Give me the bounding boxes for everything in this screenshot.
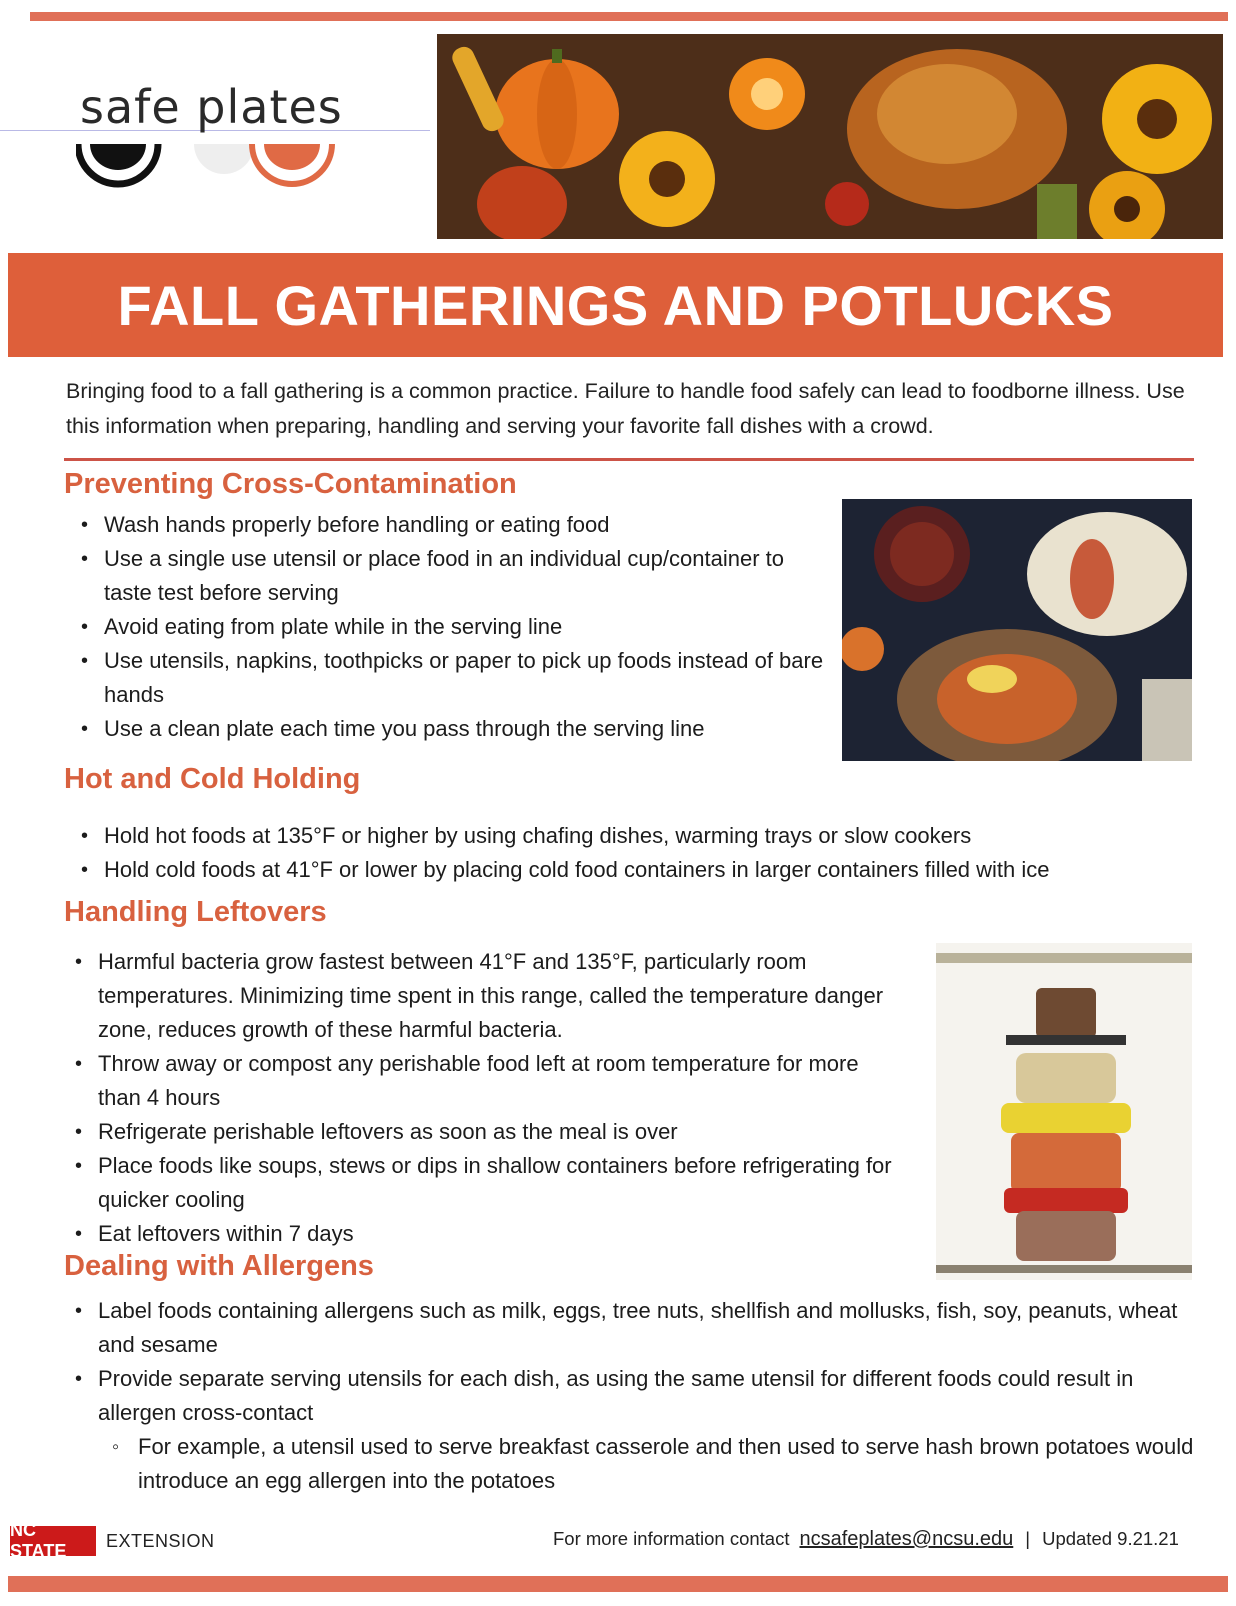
list-item: • Avoid eating from plate while in the serving line	[64, 610, 824, 644]
stacked-containers-photo	[936, 943, 1192, 1280]
top-accent-bar	[30, 12, 1228, 21]
list-item: • Use utensils, napkins, toothpicks or paper to pick up foods instead of bare hands	[64, 644, 824, 712]
list-item: • Wash hands properly before handling or eating food	[64, 508, 824, 542]
intro-paragraph: Bringing food to a fall gathering is a common practice. Failure to handle food safely can lead to foodborne illness. Use this information when preparing, handling and serving your favorite fall dishes with a crowd.	[66, 379, 1185, 438]
nc-state-logo: NC STATE	[10, 1526, 96, 1556]
list-item: • Throw away or compost any perishable food left at room temperature for more than 4 hours	[58, 1047, 898, 1115]
footer-separator: |	[1025, 1528, 1031, 1549]
bottom-accent-bar	[8, 1576, 1228, 1592]
footer-contact	[553, 1528, 1179, 1551]
contact-label: For more information contact	[553, 1528, 790, 1549]
page-title: FALL GATHERINGS AND POTLUCKS	[117, 273, 1114, 337]
heading-cross-contamination: Preventing Cross-Contamination	[64, 468, 517, 500]
safe-plates-logo-text: safe plates	[80, 80, 343, 134]
list-item: • Use a clean plate each time you pass through the serving line	[64, 712, 824, 746]
list-cross-contamination	[64, 508, 824, 746]
heading-hot-cold-holding: Hot and Cold Holding	[64, 763, 361, 795]
list-item: • Hold hot foods at 135°F or higher by using chafing dishes, warming trays or slow cookers	[64, 819, 1214, 853]
potluck-table-photo	[842, 499, 1192, 761]
list-dealing-allergens	[58, 1294, 1208, 1498]
list-item: • Provide separate serving utensils for each dish, as using the same utensil for different foods could result in allergen cross-contact	[58, 1362, 1208, 1430]
list-item: • Harmful bacteria grow fastest between 41°F and 135°F, particularly room temperatures. Minimizing time spent in this range, called the temperature danger zone, reduces growth of these harmful bacteria.	[58, 945, 898, 1047]
list-item: • Label foods containing allergens such as milk, eggs, tree nuts, shellfish and mollusks, fish, soy, peanuts, wheat and sesame	[58, 1294, 1208, 1362]
heading-dealing-allergens: Dealing with Allergens	[64, 1250, 374, 1282]
extension-label: EXTENSION	[106, 1531, 215, 1551]
title-band	[8, 253, 1223, 357]
updated-date: Updated 9.21.21	[1042, 1528, 1179, 1549]
heading-handling-leftovers: Handling Leftovers	[64, 896, 327, 928]
plates-logo-icon	[76, 140, 346, 196]
list-item: • Place foods like soups, stews or dips in shallow containers before refrigerating for quicker cooling	[58, 1149, 898, 1217]
contact-email-link[interactable]: ncsafeplates@ncsu.edu	[799, 1528, 1014, 1550]
list-item: • Use a single use utensil or place food in an individual cup/container to taste test before serving	[64, 542, 824, 610]
list-item: • Hold cold foods at 41°F or lower by placing cold food containers in larger containers filled with ice	[64, 853, 1214, 887]
list-item: • Refrigerate perishable leftovers as soon as the meal is over	[58, 1115, 898, 1149]
list-handling-leftovers	[58, 945, 898, 1251]
list-item: • Eat leftovers within 7 days	[58, 1217, 898, 1251]
section-divider	[64, 458, 1194, 461]
fall-harvest-banner-image	[437, 34, 1223, 239]
list-hot-cold-holding	[64, 819, 1214, 887]
sub-list-item: ◦ For example, a utensil used to serve breakfast casserole and then used to serve hash brown potatoes would introduce an egg allergen into the potatoes	[106, 1430, 1208, 1498]
